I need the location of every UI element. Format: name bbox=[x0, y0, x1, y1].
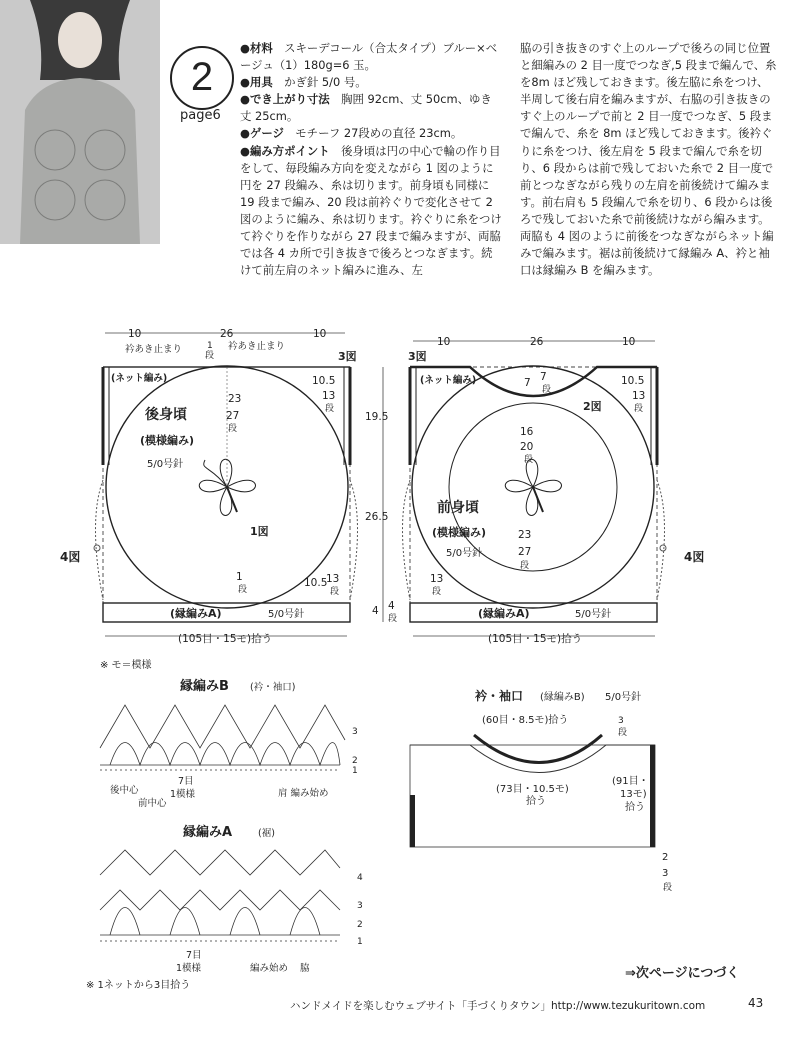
svg-text:10.5: 10.5 bbox=[621, 375, 645, 387]
svg-text:23: 23 bbox=[518, 529, 532, 541]
svg-text:拾う: 拾う bbox=[625, 802, 645, 813]
back-neck-label-right: 衿あき止まり bbox=[228, 341, 286, 352]
page-number: 43 bbox=[748, 996, 764, 1010]
back-dim-center: 26 bbox=[220, 328, 234, 340]
svg-text:26.5: 26.5 bbox=[365, 511, 389, 523]
svg-text:段: 段 bbox=[205, 351, 215, 361]
svg-text:16: 16 bbox=[520, 426, 534, 438]
back-dim-right: 10 bbox=[313, 328, 327, 340]
svg-text:1: 1 bbox=[357, 937, 363, 947]
svg-text:段: 段 bbox=[325, 404, 335, 414]
svg-text:7: 7 bbox=[540, 371, 547, 383]
back-subtitle: (模様編み) bbox=[140, 434, 195, 447]
svg-text:5/0号針: 5/0号針 bbox=[605, 692, 642, 703]
svg-text:4: 4 bbox=[357, 873, 363, 883]
svg-text:段: 段 bbox=[663, 883, 673, 893]
svg-text:(60目・8.5モ)拾う: (60目・8.5モ)拾う bbox=[482, 715, 569, 726]
svg-text:段: 段 bbox=[520, 561, 530, 571]
svg-text:段: 段 bbox=[524, 455, 534, 465]
back-body-diagram bbox=[94, 328, 358, 645]
edging-b-chart bbox=[100, 678, 358, 809]
svg-text:(縁編みA): (縁編みA) bbox=[478, 607, 530, 620]
svg-text:(91目・: (91目・ bbox=[612, 776, 649, 787]
svg-text:2: 2 bbox=[357, 920, 363, 930]
svg-text:(裾): (裾) bbox=[258, 828, 275, 839]
svg-text:衿・袖口: 衿・袖口 bbox=[475, 689, 524, 703]
svg-text:7: 7 bbox=[524, 377, 531, 389]
svg-text:3: 3 bbox=[618, 716, 624, 726]
svg-text:縁編みB: 縁編みB bbox=[180, 679, 229, 694]
svg-text:脇: 脇 bbox=[300, 963, 310, 974]
size-line: ●でき上がり寸法 胸囲 92cm、丈 50cm、ゆき丈 25cm。 bbox=[240, 92, 492, 124]
svg-text:3: 3 bbox=[662, 868, 669, 879]
svg-text:段: 段 bbox=[432, 587, 442, 597]
svg-text:(模様編み): (模様編み) bbox=[432, 526, 487, 539]
svg-text:10.5: 10.5 bbox=[304, 577, 328, 589]
svg-text:(縁編みB): (縁編みB) bbox=[540, 692, 585, 703]
svg-text:7目: 7目 bbox=[186, 950, 202, 961]
svg-text:5/0号針: 5/0号針 bbox=[446, 548, 483, 559]
svg-text:1模様: 1模様 bbox=[170, 789, 196, 800]
svg-text:前中心: 前中心 bbox=[138, 798, 167, 809]
tools-line: ●用具 かぎ針 5/0 号。 bbox=[240, 75, 367, 90]
svg-text:段: 段 bbox=[618, 728, 628, 738]
footnote: ※ 1ネットから3目拾う bbox=[86, 980, 191, 991]
site-footer[interactable]: ハンドメイドを楽しむウェブサイト「手づくりタウン」http://www.tezukuritown.com bbox=[290, 1000, 706, 1012]
svg-text:1模様: 1模様 bbox=[176, 963, 202, 974]
svg-text:3図: 3図 bbox=[408, 350, 427, 363]
svg-text:拾う: 拾う bbox=[526, 796, 546, 807]
svg-text:23: 23 bbox=[228, 393, 242, 405]
materials-line: ●材料 スキーデコール（合太タイプ）ブルー×ベージュ（1）180g=6 玉。 bbox=[240, 41, 498, 73]
svg-text:4: 4 bbox=[372, 605, 379, 617]
gauge-line: ●ゲージ モチーフ 27段めの直径 23cm。 bbox=[240, 126, 463, 141]
page-reference: page6 bbox=[180, 108, 221, 123]
svg-text:10: 10 bbox=[622, 336, 636, 348]
back-needle: 5/0号針 bbox=[147, 459, 184, 470]
svg-text:10.5: 10.5 bbox=[312, 375, 336, 387]
svg-text:(衿・袖口): (衿・袖口) bbox=[250, 682, 296, 693]
continued-link[interactable]: ⇒次ページにつづく bbox=[625, 966, 740, 981]
instructions-column-2: 脇の引き抜きのすぐ上のループで後ろの同じ位置と細編みの 2 目一度でつなぎ,5 段まで編んで、糸を8m ほど残しておきます。後左脇に糸をつけ、半周して後右肩を編みますが、右脇の引き抜きのすぐ上のループで前と 2 目一度でつなぎ、5 段まで編んで、糸を 8m ほど残しておきます。後衿ぐりに糸をつけ、後左肩を 5 段まで編んで糸を切り、6 段からは前で残しておいた糸で 2 目一度で前とつなぎながら残りの左肩を前後続けて編みます。前右肩も 5 段編んで糸を切り、6 段からは後ろで残しておいた糸で前後続けながら編みます。両脇も 4 図のように前後をつなぎながらネット編みで編みます。裾は前後続けて縁編み A、衿と袖口は縁編み B を編みます。 bbox=[520, 41, 777, 278]
svg-text:7目: 7目 bbox=[178, 776, 194, 787]
svg-text:27: 27 bbox=[518, 546, 532, 558]
side-fig-left: 4図 bbox=[60, 550, 81, 564]
collar-cuff-diagram bbox=[410, 688, 672, 893]
svg-text:4: 4 bbox=[388, 600, 395, 612]
svg-text:27: 27 bbox=[226, 410, 240, 422]
back-title: 後身頃 bbox=[145, 407, 187, 423]
svg-text:1: 1 bbox=[236, 571, 243, 583]
back-dim-left: 10 bbox=[128, 328, 142, 340]
svg-text:段: 段 bbox=[238, 585, 248, 595]
svg-text:段: 段 bbox=[542, 385, 552, 395]
back-motif bbox=[199, 459, 255, 515]
svg-text:2: 2 bbox=[662, 852, 669, 863]
svg-text:(ネット編み): (ネット編み) bbox=[420, 375, 477, 386]
back-fig3: 3図 bbox=[338, 350, 357, 363]
svg-text:段: 段 bbox=[330, 587, 340, 597]
svg-text:1: 1 bbox=[352, 766, 358, 776]
back-neck-label-left: 衿あき止まり bbox=[125, 344, 183, 355]
side-fig-right: 4図 bbox=[684, 550, 705, 564]
svg-text:2図: 2図 bbox=[583, 400, 602, 413]
svg-text:段: 段 bbox=[228, 424, 238, 434]
pattern-number: 2 bbox=[170, 46, 234, 110]
svg-text:肩 編み始め: 肩 編み始め bbox=[278, 788, 329, 799]
front-body-diagram bbox=[403, 336, 667, 645]
svg-text:19.5: 19.5 bbox=[365, 411, 389, 423]
edging-a-chart bbox=[100, 824, 363, 974]
legend-note: ※ モ＝模様 bbox=[100, 660, 152, 671]
svg-text:5/0号針: 5/0号針 bbox=[575, 609, 612, 620]
svg-text:3: 3 bbox=[357, 901, 363, 911]
svg-text:13: 13 bbox=[632, 390, 646, 402]
svg-text:5/0号針: 5/0号針 bbox=[268, 609, 305, 620]
svg-text:13: 13 bbox=[430, 573, 444, 585]
svg-text:(73目・10.5モ): (73目・10.5モ) bbox=[496, 784, 569, 795]
svg-text:26: 26 bbox=[530, 336, 544, 348]
front-motif bbox=[505, 459, 561, 515]
svg-text:3: 3 bbox=[352, 727, 358, 737]
svg-text:13モ): 13モ) bbox=[620, 789, 647, 800]
front-title: 前身頃 bbox=[437, 500, 479, 516]
svg-text:編み始め: 編み始め bbox=[250, 963, 289, 974]
svg-text:13: 13 bbox=[326, 573, 340, 585]
svg-text:段: 段 bbox=[388, 614, 398, 624]
back-row-1-top: 1 bbox=[207, 341, 213, 351]
svg-text:後中心: 後中心 bbox=[110, 785, 139, 796]
svg-text:10: 10 bbox=[437, 336, 451, 348]
middle-dimensions bbox=[365, 367, 397, 624]
svg-text:縁編みA: 縁編みA bbox=[183, 825, 233, 840]
svg-text:20: 20 bbox=[520, 441, 534, 453]
back-pick: (105目・15モ)拾う bbox=[178, 633, 273, 645]
svg-text:(105目・15モ)拾う: (105目・15モ)拾う bbox=[488, 633, 583, 645]
svg-text:2: 2 bbox=[352, 756, 358, 766]
method-line: ●編み方ポイント 後身頃は円の中心で輪の作り目をして、毎段編み方向を変えながら 1 図のように円を 27 段編み、糸は切ります。前身頃も同様に 19 段まで編み、20 段は前衿ぐりで変化させて 2 図のように編み、糸は切ります。衿ぐりに糸をつけて衿ぐりを作りながら 27 段まで編みますが、両脇では各 4 カ所で引き抜きで後ろとつなぎます。続けて前左肩のネット編みに進み、左 bbox=[240, 143, 502, 278]
svg-text:段: 段 bbox=[634, 404, 644, 414]
back-hem-label: (縁編みA) bbox=[170, 607, 222, 620]
back-net-label: (ネット編み) bbox=[111, 373, 168, 384]
back-fig1: 1図 bbox=[250, 525, 269, 538]
svg-text:13: 13 bbox=[322, 390, 336, 402]
